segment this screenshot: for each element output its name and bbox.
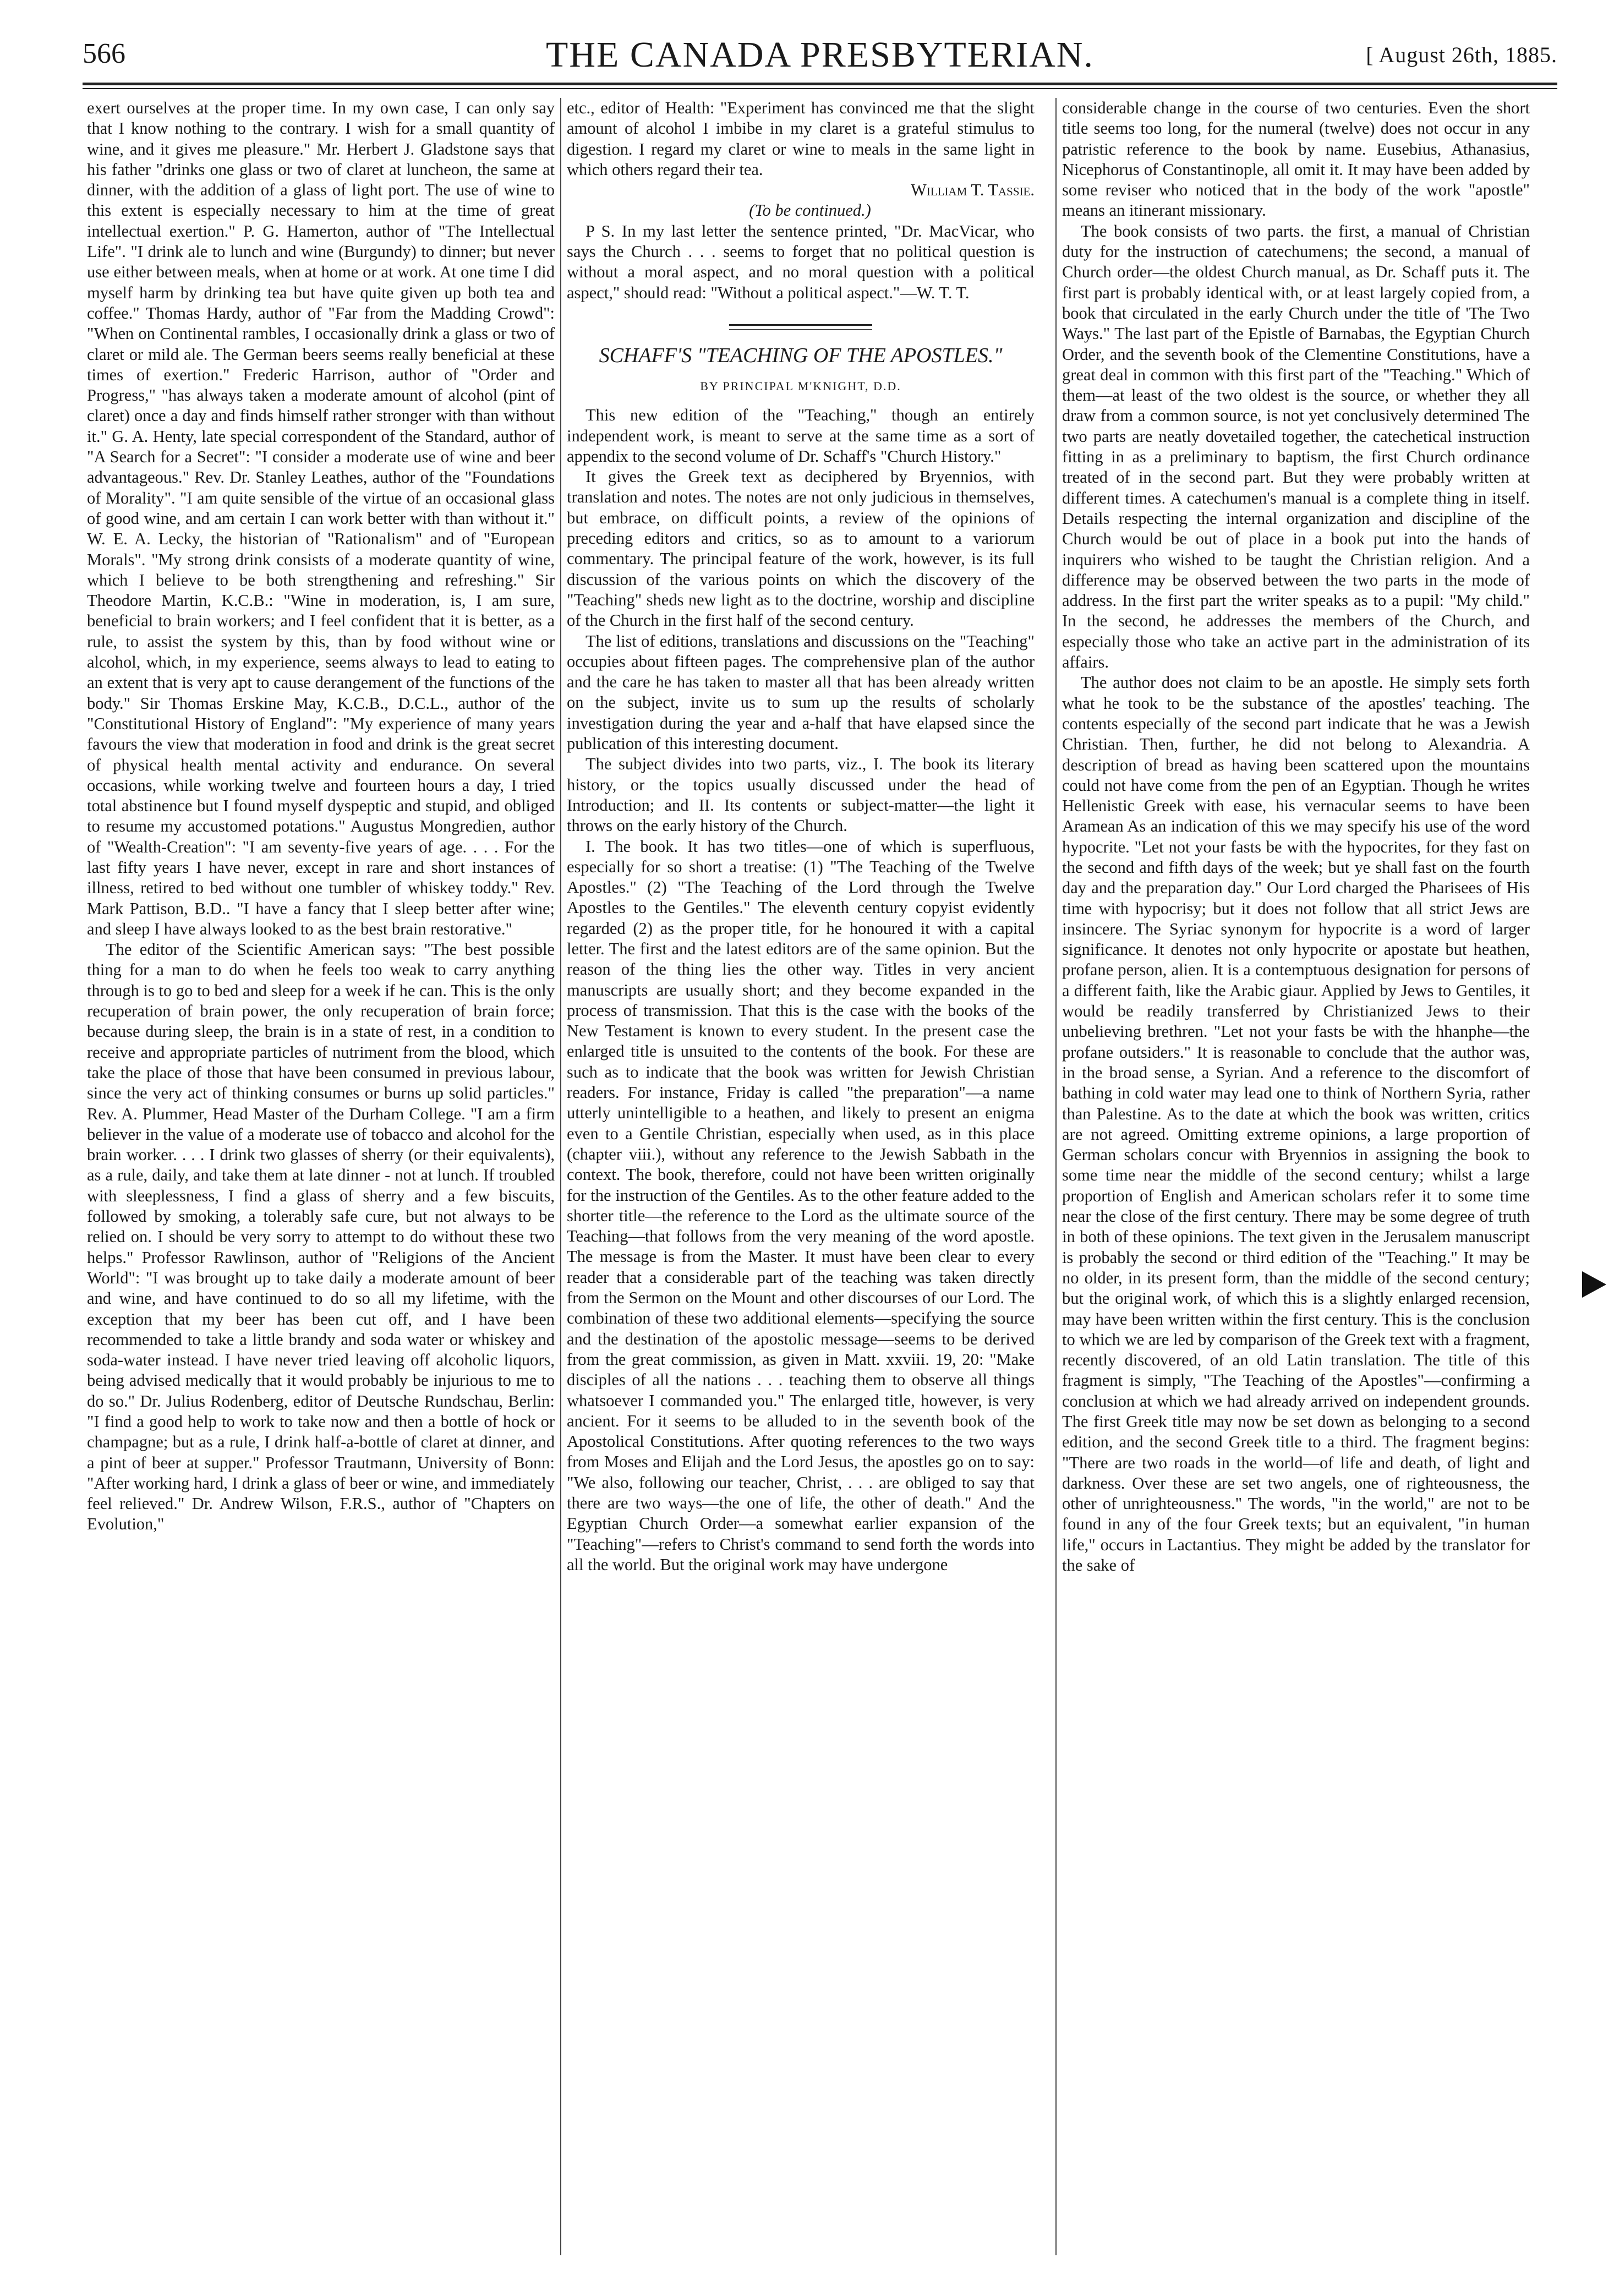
issue-date: [ August 26th, 1885. bbox=[1366, 42, 1557, 67]
article-paragraph: The author does not claim to be an apostle. He simply sets forth what he took to be the substance of the apostles' teaching. The contents especially of the second part indicate that he was a Jewish Christian. Then, further, he did not belong to Alexandria. A description of bread as having been scattered upon the mountains could not have come from the pen of an Egyptian. Though he writes Hellenistic Greek with ease, his vernacular seems to have been Aramean As an indication of this we may specify his use of the word hypocrite. "Let not your fasts be with the hypocrites, for they fast on the second and fifth days of the week; but ye shall fast on the fourth day and the preparation day." Our Lord charged the Pharisees of His time with hypocrisy; but it does not follow that all strict Jews are insincere. The Syriac synonym for hypocrite is a word of larger significance. It denotes not only hypocrite or apostate but heathen, profane person, alien. It is a contemptuous designation for persons of a different faith, like the Arabic giaur. Applied by Jews to Gentiles, it would be readily transferred by Christianized Jews to their unbelieving brethren. "Let not your fasts be with the hhanphe—the profane outsiders." It is reasonable to conclude that the author was, in the broad sense, a Syrian. And a reference to the discomfort of bathing in cold water may lead one to think of Northern Syria, rather than Palestine. As to the date at which the book was written, critics are not agreed. Omitting extreme opinions, a large proportion of German scholars concur with Bryennios in assigning the book to some time near the middle of the second century; whilst a large proportion of English and American scholars refer it to some time near the close of the first century. There may be some degree of truth in both of these opinions. The text given in the Jerusalem manuscript is probably the second or third edition of the "Teaching." It may be no older, in its present form, than the middle of the second century; but the original work, of which this is a slightly enlarged recension, may have been written within the first century. This is the conclusion to which we are led by comparison of the Greek text with a fragment, recently discovered, of an old Latin translation. The title of this fragment is simply, "The Teaching of the Apostles"—confirming a conclusion at which we had already arrived on independent grounds. The first Greek title may now be set down as belonging to a second edition, and the second Greek title to a third. The fragment begins: "There are two roads in the world—of life and death, of light and darkness. Over these are set two angels, one of righteousness, the other of unrighteousness." The words, "in the world," are not to be found in any of the four Greek texts; but an equivalent, "in human life," occurs in Lactantius. They might be added by the translator for the sake of bbox=[1062, 673, 1530, 1575]
article-paragraph: considerable change in the course of two centuries. Even the short title seems too long, for the numeral (twelve) does not occur in any patristic reference to the book by name. Eusebius, Athanasius, Nicephorus of Constantinople, all omit it. It may have been added by some reviser who noticed that in the body of the work "apostle" means an itinerant missionary. bbox=[1062, 99, 1530, 220]
page-number: 566 bbox=[83, 38, 125, 69]
section-divider bbox=[729, 324, 872, 330]
author-signature: William T. Tassie. bbox=[910, 181, 1035, 200]
article-title: SCHAFF'S "TEACHING OF THE APOSTLES." bbox=[599, 343, 1003, 367]
article-paragraph: The book consists of two parts. the first, a manual of Christian duty for the instruction of catechumens; the second, a manual of Church order—the oldest Church manual, as Dr. Schaff puts it. The first part is probably identical with, or at least largely copied from, a book that circulated in the early Church under the title of 'The Two Ways." The last part of the Epistle of Barnabas, the Egyptian Church Order, and the seventh book of the Clementine Constitutions, have a great deal in common with this first part of the "Teaching." Which of them—at least of the two oldest is the source, or whether they all draw from a common source, is not yet conclusively determined The two parts are neatly dovetailed together, the catechetical instruction fitting in as a preliminary to baptism, the first Church ordinance treated of in the second part. But they were probably written at different times. A catechumen's manual is a complete thing in itself. Details respecting the internal organization and discipline of the Church would be out of place in a book put into the hands of inquirers who wished to be taught the Christian religion. And a difference may be observed between the two parts in the mode of address. In the first part the writer speaks as to a pupil: "My child." In the second, he addresses the members of the Church, and especially those who take an active part in the administration of its affairs. bbox=[1062, 221, 1530, 672]
masthead: THE CANADA PRESBYTERIAN. bbox=[546, 35, 1094, 75]
header-rule-thick bbox=[83, 83, 1557, 85]
column-divider bbox=[560, 98, 561, 2255]
column-divider bbox=[1055, 98, 1057, 2255]
continued-note: (To be continued.) bbox=[749, 201, 871, 220]
page-header bbox=[83, 34, 1557, 78]
column-1 bbox=[87, 98, 555, 2255]
postscript: P S. In my last letter the sentence printed, "Dr. MacVicar, who says the Church . . . seems to forget that no political question is without a moral aspect, and no moral question with a political aspect," should read: "Without a political aspect."—W. T. T. bbox=[567, 221, 1035, 302]
article-paragraph: I. The book. It has two titles—one of which is superfluous, especially for so short a treatise: (1) "The Teaching of the Twelve Apostles." (2) "The Teaching of the Lord through the Twelve Apostles to the Gentiles." The eleventh century copyist evidently regarded (2) as the proper title, for he honoured it with a capital letter. The first and the latest editors are of the same opinion. But the reason of the thing lies the other way. Titles in very ancient manuscripts are usually short; and they become expanded in the process of transmission. That this is the case with the books of the New Testament is known to every student. In the present case the enlarged title is unsuited to the contents of the book. For these are such as to indicate that the book was written for Jewish Christian readers. For instance, Friday is called "the preparation"—a name utterly unintelligible to a heathen, and likely to present an enigma even to a Gentile Christian, especially when used, as in this place (chapter viii.), without any reference to the Jewish Sabbath in the context. The book, therefore, could not have been written originally for the instruction of the Gentiles. As to the other feature added to the shorter title—the reference to the Lord as the ultimate source of the Teaching—that follows from the very meaning of the word apostle. The message is from the Master. It must have been clear to every reader that a considerable part of the teaching was taken directly from the Sermon on the Mount and other discourses of our Lord. The combination of these two additional elements—specifying the source and the destination of the apostolic message—seems to be derived from the great commission, as given in Matt. xxviii. 19, 20: "Make disciples of all the nations . . . teaching them to observe all things whatsoever I commanded you." The enlarged title, however, is very ancient. For it seems to be alluded to in the seventh book of the Apostolical Constitutions. After quoting references to the two ways from Moses and Elijah and the Lord Jesus, the apostles go on to say: "We also, following our teacher, Christ, . . . are obliged to say that there are two ways—the one of life, the other of death." And the Egyptian Church Order—a somewhat earlier expansion of the "Teaching"—refers to Christ's command to send forth the words into all the world. But the original work may have undergone bbox=[567, 837, 1035, 1574]
article-paragraph: etc., editor of Health: "Experiment has convinced me that the slight amount of alcohol I imbibe in my claret is a grateful stimulus to digestion. I regard my claret or wine to meals in the same light in which others regard their tea. bbox=[567, 99, 1035, 179]
article-paragraph: The editor of the Scientific American says: "The best possible thing for a man to do when he feels too weak to carry anything through is to go to bed and sleep for a week if he can. This is the only recuperation of brain power, the only recuperation of brain force; because during sleep, the brain is in a state of rest, in a condition to receive and appropriate particles of nutriment from the blood, which take the place of those that have been consumed in previous labour, since the very act of thinking consumes or burns up solid particles." Rev. A. Plummer, Head Master of the Durham College. "I am a firm believer in the value of a moderate use of tobacco and alcohol for the brain worker. . . . I drink two glasses of sherry (or their equivalents), as a rule, daily, and take them at late dinner - not at lunch. If troubled with sleeplessness, I find a glass of sherry and a few biscuits, followed by smoking, a tolerably safe cure, but not always to be relied on. I should be very sorry to attempt to do without these two helps." Professor Rawlinson, author of "Religions of the Ancient World": "I was brought up to take daily a moderate amount of beer and wine, and have continued to do so all my lifetime, with the exception that my beer has been cut off, and I have been recommended to take a little brandy and soda water or whiskey and soda-water instead. I have never tried leaving off alcoholic liquors, being advised medically that it would probably be injurious to me to do so." Dr. Julius Rodenberg, editor of Deutsche Rundschau, Berlin: "I find a good help to work to take now and then a bottle of hock or champagne; but as a rule, I drink half-a-bottle of claret at dinner, and a pint of beer at supper." Professor Trautmann, University of Bonn: "After working hard, I drink a glass of beer or wine, and immediately feel relieved." Dr. Andrew Wilson, F.R.S., author of "Chapters on Evolution," bbox=[87, 940, 555, 1534]
header-rule-thin bbox=[83, 88, 1557, 89]
column-2 bbox=[567, 98, 1035, 2255]
margin-pointer-icon bbox=[1582, 1271, 1606, 1298]
article-paragraph: This new edition of the "Teaching," though an entirely independent work, is meant to serve at the same time as a sort of appendix to the second volume of Dr. Schaff's "Church History." bbox=[567, 406, 1035, 466]
article-paragraph: It gives the Greek text as deciphered by Bryennios, with translation and notes. The notes are not only judicious in themselves, but embrace, on difficult points, a review of the opinions of preceding editors and critics, so as to amount to a variorum commentary. The principal feature of the work, however, is its full discussion of the various points on which the discovery of the "Teaching" sheds new light as to the doctrine, worship and discipline of the Church in the first half of the second century. bbox=[567, 467, 1035, 630]
article-paragraph: The subject divides into two parts, viz., I. The book its literary history, or the topics usually discussed under the head of Introduction; and II. Its contents or subject-matter—the light it throws on the early history of the Church. bbox=[567, 755, 1035, 835]
article-paragraph: The list of editions, translations and discussions on the "Teaching" occupies about fifteen pages. The comprehensive plan of the author and the care he has taken to master all that has been already written on the subject, invite us to sum up the results of scholarly investigation during the year and a-half that have elapsed since the publication of this interesting document. bbox=[567, 631, 1035, 753]
column-3 bbox=[1062, 98, 1530, 2255]
article-paragraph: exert ourselves at the proper time. In my own case, I can only say that I know nothing to the contrary. I wish for a small quantity of wine, and it gives me pleasure." Mr. Herbert J. Gladstone says that his father "drinks one glass or two of claret at luncheon, the same at dinner, with the addition of a glass of light port. The use of wine to this extent is especially necessary to him at the time of great intellectual exertion." P. G. Hamerton, author of "The Intellectual Life". "I drink ale to lunch and wine (Burgundy) to dinner; but never use either between meals, when at home or at work. At one time I did myself harm by drinking tea but have quite given up both tea and coffee." Thomas Hardy, author of "Far from the Madding Crowd": "When on Continental rambles, I occasionally drink a glass or two of claret or mild ale. The German beers seems really beneficial at these times of exertion." Frederic Harrison, author of "Order and Progress," "has always taken a moderate amount of alcohol (pint of claret) once a day and finds himself rather stronger with than without it." G. A. Henty, late special correspondent of the Standard, author of "A Search for a Secret": "I consider a moderate use of wine and beer advantageous." Rev. Dr. Stanley Leathes, author of the "Foundations of Morality". "I am quite sensible of the virtue of an occasional glass of good wine, and am certain I can work better with than without it." W. E. A. Lecky, the historian of "Rationalism" and of "European Morals". "My strong drink consists of a moderate quantity of wine, which I believe to be both strengthening and refreshing." Sir Theodore Martin, K.C.B.: "Wine in moderation, is, I am sure, beneficial to brain workers; and I feel confident that it is better, as a rule, to assist the system by this, than by food without wine or alcohol, which, in my experience, seems always to lead to eating to an extent that is very apt to cause derangement of the functions of the body." Sir Thomas Erskine May, K.C.B., D.C.L., author of the "Constitutional History of England": "My experience of many years favours the view that moderation in food and drink is the great secret of physical health mental activity and endurance. On several occasions, while working twelve and fourteen hours a day, I tried total abstinence but I found myself dyspeptic and stupid, and obliged to resume my accustomed potations." Augustus Mongredien, author of "Wealth-Creation": "I am seventy-five years of age. . . . For the last fifty years I have never, except in rare and short instances of illness, retired to bed without one tumbler of whiskey toddy." Rev. Mark Pattison, B.D.. "I have a fancy that I sleep better after wine; and sleep I have always looked to as the best brain restorative." bbox=[87, 99, 555, 938]
article-byline: BY PRINCIPAL M'KNIGHT, D.D. bbox=[700, 379, 901, 393]
